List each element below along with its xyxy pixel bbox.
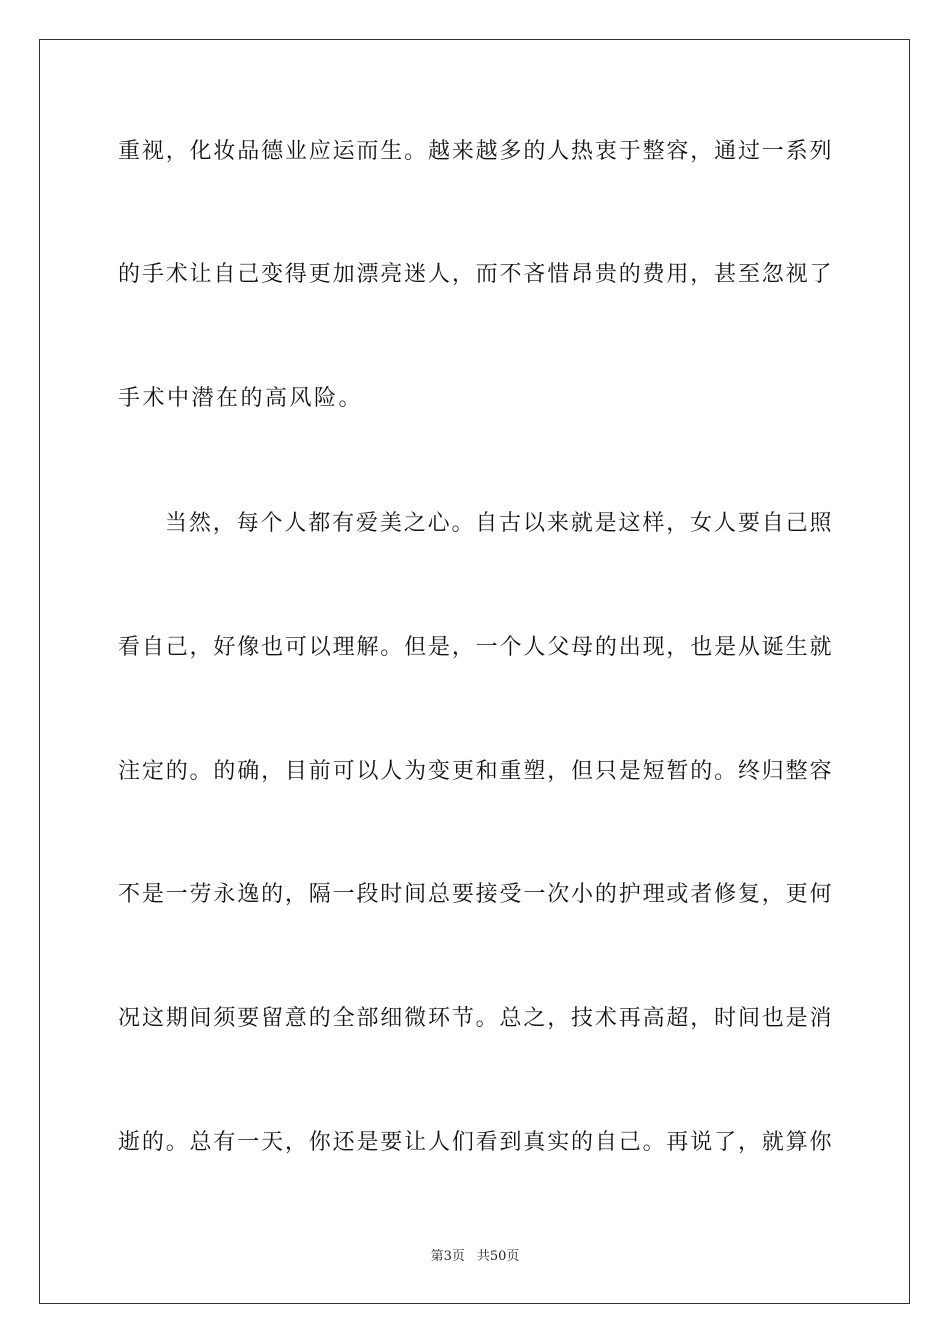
paragraph-line: 重视，化妆品德业应运而生。越来越多的人热衷于整容，通过一系列 [118,139,832,164]
paragraph-line: 况这期间须要留意的全部细微环节。总之，技术再高超，时间也是消 [118,1006,832,1031]
page-number: 第3页 [430,1249,465,1264]
paragraph-line: 注定的。的确，目前可以人为变更和重塑，但只是短暂的。终归整容 [118,759,832,784]
paragraph-line: 当然，每个人都有爱美之心。自古以来就是这样，女人要自己照 [165,511,832,536]
page-footer [0,1248,950,1266]
page-border [39,39,910,1304]
paragraph-line: 不是一劳永逸的，隔一段时间总要接受一次小的护理或者修复，更何 [118,882,832,907]
paragraph-line: 看自己，好像也可以理解。但是，一个人父母的出现，也是从诞生就 [118,635,832,660]
paragraph-line: 逝的。总有一天，你还是要让人们看到真实的自己。再说了，就算你 [118,1130,832,1155]
paragraph-line: 手术中潜在的高风险。 [118,386,364,411]
paragraph-line: 的手术让自己变得更加漂亮迷人，而不吝惜昂贵的费用，甚至忽视了 [118,262,832,287]
page-total: 共50页 [476,1249,520,1264]
